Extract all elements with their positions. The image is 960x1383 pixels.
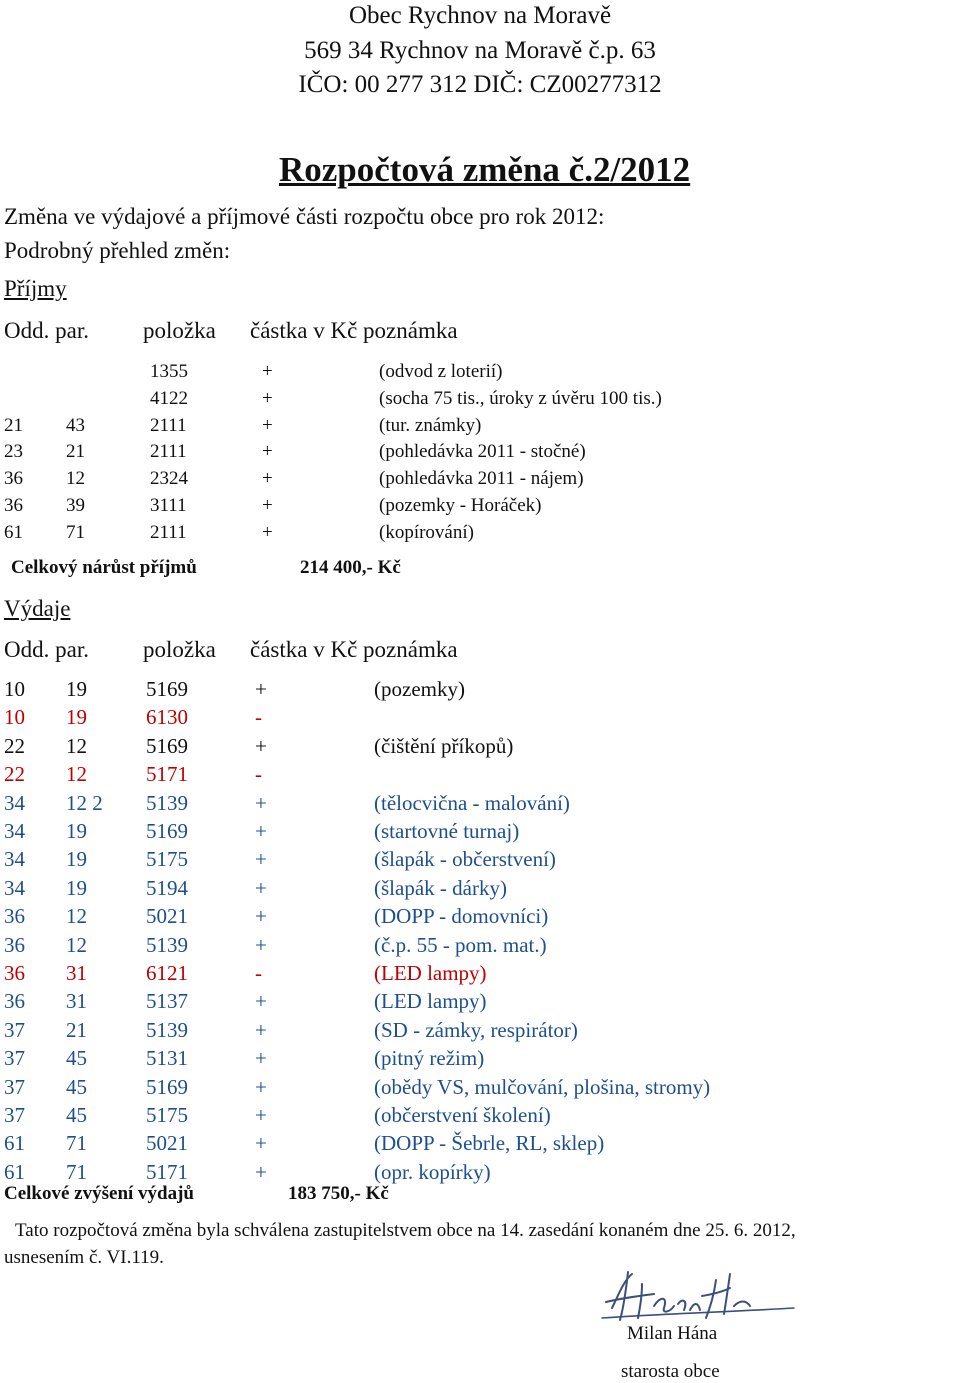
expense-odd: 22 [4,733,25,758]
approval-line-2: usnesením č. VI.119. [4,1247,164,1268]
expense-odd: 36 [4,989,25,1014]
expenses-heading: Výdaje [4,596,71,621]
income-par: 39 [66,495,85,516]
expense-polozka: 5171 [146,762,188,787]
expense-polozka: 5171 [146,1159,188,1184]
expense-par: 45 [66,1046,87,1071]
income-note: (pozemky - Horáček) [379,495,542,516]
expense-sign: + [255,1159,267,1184]
expense-odd: 61 [4,1131,25,1156]
expense-sign: + [255,904,267,929]
income-polozka: 2111 [150,441,187,463]
expense-par: 45 [66,1074,87,1099]
income-col-polozka: položka [143,318,216,343]
income-sign: + [262,414,273,436]
municipality-address: 569 34 Rychnov na Moravě č.p. 63 [304,37,656,64]
expense-polozka: 5137 [146,989,188,1014]
expense-note: (startovné turnaj) [374,819,520,843]
intro-line-2: Podrobný přehled změn: [4,238,231,263]
approval-line-1: Tato rozpočtová změna byla schválena zastupitelstvem obce na 14. zasedání konaném dne 25. 6. 2012, [15,1220,796,1241]
expense-polozka: 5169 [146,819,188,843]
income-odd: 36 [4,495,23,516]
expense-odd: 34 [4,819,25,843]
expense-odd: 10 [4,705,25,730]
signatory-name: Milan Hána [627,1323,718,1344]
expense-polozka: 5175 [146,847,188,872]
expense-odd: 37 [4,1103,25,1127]
expense-par: 12 [66,932,87,957]
expense-note: (pozemky) [374,677,465,701]
income-col-castka: částka v Kč poznámka [250,318,458,343]
expense-odd: 36 [4,904,25,929]
income-sign: + [262,387,273,409]
expense-sign: + [255,875,267,900]
expense-sign: + [255,989,267,1014]
income-polozka: 1355 [150,361,188,382]
expense-note: (občerstvení školení) [374,1103,551,1127]
expenses-col-oddpar: Odd. par. [4,637,89,662]
income-odd: 21 [4,414,23,436]
income-note: (pohledávka 2011 - nájem) [379,468,584,490]
income-par: 71 [66,521,85,543]
expense-par: 19 [66,875,87,900]
expense-note: (č.p. 55 - pom. mat.) [374,932,547,957]
expense-par: 45 [66,1103,87,1127]
document-title: Rozpočtová změna č.2/2012 [279,150,691,189]
expense-odd: 10 [4,677,25,701]
expense-note: (tělocvična - malování) [374,790,570,815]
expense-note: (šlapák - občerstvení) [374,847,556,872]
expense-odd: 36 [4,961,25,985]
income-par: 43 [66,414,85,436]
municipality-name: Obec Rychnov na Moravě [348,2,612,29]
income-note: (pohledávka 2011 - stočné) [379,441,586,463]
municipality-ids: IČO: 00 277 312 DIČ: CZ00277312 [298,71,662,98]
expense-note: (DOPP - domovníci) [374,904,549,929]
income-polozka: 3111 [150,495,187,516]
expense-note: (SD - zámky, respirátor) [374,1017,578,1042]
expense-note: (DOPP - Šebrle, RL, sklep) [374,1131,605,1156]
expense-par: 71 [66,1131,87,1156]
expense-sign: + [255,790,267,815]
income-par: 21 [66,441,85,463]
intro-line-1: Změna ve výdajové a příjmové části rozpočtu obce pro rok 2012: [4,204,605,229]
expense-sign: + [255,1131,267,1156]
expense-polozka: 5139 [146,932,188,957]
income-col-oddpar: Odd. par. [4,318,89,343]
expense-note: (opr. kopírky) [374,1159,491,1184]
expense-note: (obědy VS, mulčování, plošina, stromy) [374,1074,711,1099]
expense-par: 21 [66,1017,87,1042]
expense-sign: + [255,677,267,701]
expense-polozka: 6121 [146,961,188,985]
expenses-col-castka: částka v Kč poznámka [250,637,458,662]
expense-par: 12 2 [66,790,103,815]
expense-odd: 36 [4,932,25,957]
income-total-value: 214 400,- Kč [300,557,401,578]
expense-note: (LED lampy) [374,989,487,1014]
expense-sign: + [255,819,267,843]
expense-sign: - [255,762,262,787]
expense-odd: 37 [4,1017,25,1042]
expense-par: 31 [66,989,87,1014]
income-note: (socha 75 tis., úroky z úvěru 100 tis.) [379,387,662,409]
income-odd: 36 [4,468,23,490]
expense-sign: + [255,1103,267,1127]
income-heading: Příjmy [4,276,67,301]
expense-sign: + [255,1046,267,1071]
expenses-total-value: 183 750,- Kč [288,1183,389,1204]
expense-sign: + [255,733,267,758]
income-note: (odvod z loterií) [379,361,503,382]
income-sign: + [262,495,273,516]
income-par: 12 [66,468,85,490]
expense-odd: 34 [4,875,25,900]
expense-polozka: 6130 [146,705,188,730]
expense-par: 12 [66,904,87,929]
expense-polozka: 5139 [146,790,188,815]
income-note: (kopírování) [379,521,474,543]
income-odd: 23 [4,441,23,463]
expenses-col-polozka: položka [143,637,216,662]
expense-par: 19 [66,847,87,872]
income-sign: + [262,521,273,543]
expense-odd: 37 [4,1046,25,1071]
expense-sign: + [255,1074,267,1099]
expense-par: 19 [66,819,87,843]
signatory-role: starosta obce [621,1361,720,1382]
expense-sign: + [255,1017,267,1042]
expense-par: 19 [66,677,87,701]
expense-polozka: 5169 [146,1074,188,1099]
expense-sign: + [255,932,267,957]
income-polozka: 4122 [150,387,188,409]
expense-polozka: 5021 [146,904,188,929]
expense-odd: 22 [4,762,25,787]
expense-par: 71 [66,1159,87,1184]
expense-polozka: 5021 [146,1131,188,1156]
expense-odd: 37 [4,1074,25,1099]
expense-sign: + [255,847,267,872]
expense-polozka: 5169 [146,677,188,701]
expense-par: 12 [66,762,87,787]
expense-polozka: 5139 [146,1017,188,1042]
expense-note: (LED lampy) [374,961,487,985]
income-polozka: 2111 [150,414,187,436]
income-note: (tur. známky) [379,414,482,436]
expense-polozka: 5131 [146,1046,188,1071]
expenses-total-label: Celkové zvýšení výdajů [4,1183,194,1204]
expense-note: (pitný režim) [374,1046,485,1071]
expense-par: 19 [66,705,87,730]
income-polozka: 2111 [150,521,187,543]
income-sign: + [262,361,273,382]
expense-polozka: 5194 [146,875,188,900]
expense-sign: - [255,705,262,730]
expense-par: 31 [66,961,87,985]
expense-note: (šlapák - dárky) [374,875,507,900]
income-polozka: 2324 [150,468,188,490]
income-odd: 61 [4,521,23,543]
signature-handwriting [598,1266,808,1328]
expense-sign: - [255,961,262,985]
expense-note: (čištění příkopů) [374,733,514,758]
expense-polozka: 5175 [146,1103,188,1127]
expense-odd: 34 [4,847,25,872]
income-sign: + [262,441,273,463]
expense-polozka: 5169 [146,733,188,758]
expense-par: 12 [66,733,87,758]
income-sign: + [262,468,273,490]
expense-odd: 61 [4,1159,25,1184]
income-total-label: Celkový nárůst příjmů [11,557,197,578]
expense-odd: 34 [4,790,25,815]
